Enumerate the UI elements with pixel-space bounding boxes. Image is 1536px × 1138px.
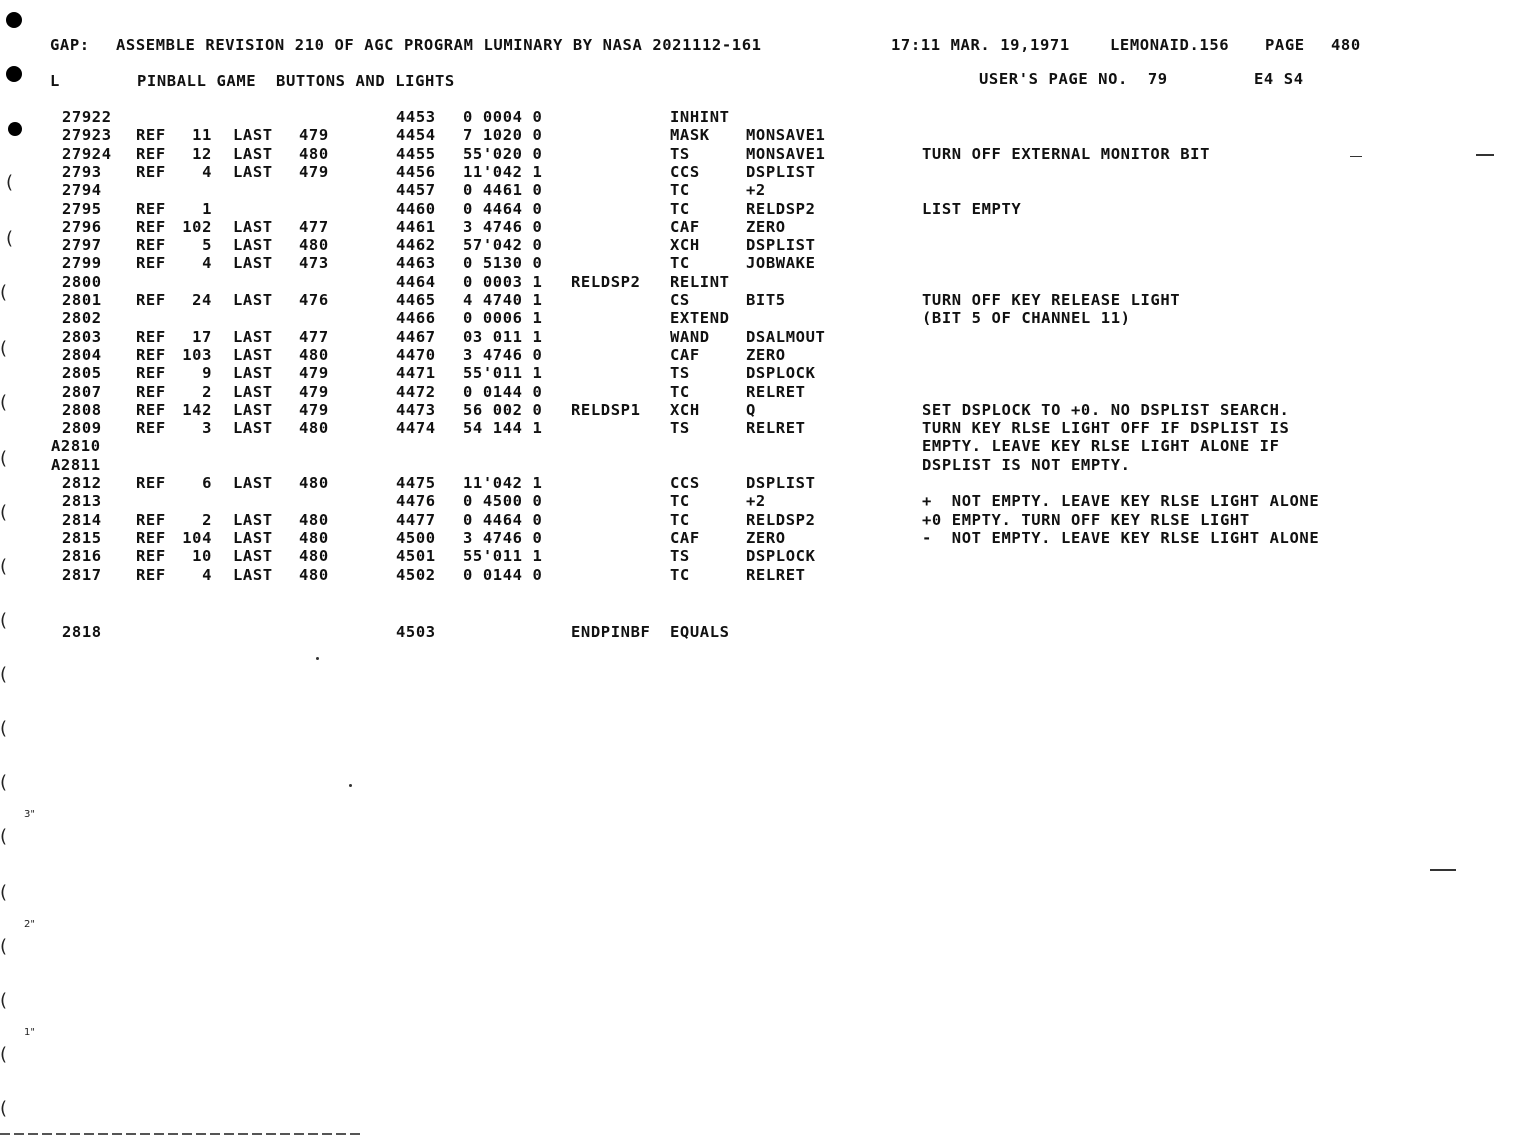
line-last: LAST <box>233 510 273 529</box>
line-addr: 4460 <box>396 199 436 218</box>
line-ref: REF <box>136 345 166 364</box>
line-last: LAST <box>233 528 273 547</box>
line-octal: 0 4500 0 <box>463 492 543 511</box>
hole-icon: ( <box>0 1044 8 1065</box>
line-addr: 4503 <box>396 623 436 641</box>
listing-row <box>0 456 1536 474</box>
line-addr: 4463 <box>396 254 436 273</box>
line-octal: 0 0004 0 <box>463 108 543 126</box>
line-ref: REF <box>136 217 166 236</box>
line-op: CS <box>670 291 690 309</box>
section-code: E4 S4 <box>1254 70 1304 88</box>
line-ref: REF <box>136 400 166 419</box>
line-op: TC <box>670 199 690 218</box>
listing-row <box>0 419 1536 437</box>
listing-row <box>0 511 1536 529</box>
line-op: WAND <box>670 327 710 346</box>
line-seq: 2803 <box>62 327 102 346</box>
line-addr: 4462 <box>396 236 436 255</box>
line-last: LAST <box>233 400 273 419</box>
line-last: LAST <box>233 382 273 401</box>
line-ref: REF <box>136 327 166 346</box>
line-comment: + NOT EMPTY. LEAVE KEY RLSE LIGHT ALONE <box>922 492 1320 511</box>
line-last: LAST <box>233 419 273 438</box>
line-op: RELINT <box>670 272 730 291</box>
line-last-number: 479 <box>299 400 329 419</box>
scan-speck <box>1476 154 1494 156</box>
listing-row <box>0 145 1536 163</box>
line-operand: DSPLIST <box>746 162 816 181</box>
line-seq: 2818 <box>62 623 102 641</box>
listing-row <box>0 492 1536 510</box>
line-octal: 55'020 0 <box>463 144 543 163</box>
listing-row <box>0 401 1536 419</box>
hole-icon: ( <box>0 610 8 631</box>
line-last: LAST <box>233 565 273 584</box>
line-last: LAST <box>233 126 273 145</box>
line-op: EXTEND <box>670 309 730 328</box>
line-operand: MONSAVE1 <box>746 144 826 163</box>
hole-icon: ( <box>0 718 8 739</box>
timestamp: 17:11 MAR. 19,1971 <box>891 36 1070 54</box>
line-label: ENDPINBF <box>571 623 651 641</box>
line-comment: TURN KEY RLSE LIGHT OFF IF DSPLIST IS <box>922 419 1290 438</box>
listing-row <box>0 108 1536 126</box>
inch-mark: 1" <box>24 1027 35 1038</box>
listing-row <box>0 437 1536 455</box>
line-seq: 27922 <box>62 108 112 126</box>
listing-row <box>0 254 1536 272</box>
hole-icon <box>6 12 22 28</box>
line-operand: RELRET <box>746 382 806 401</box>
line-op: XCH <box>670 236 700 255</box>
line-seq: 2801 <box>62 291 102 309</box>
page-number: 480 <box>1331 36 1361 54</box>
line-operand: DSPLOCK <box>746 547 816 566</box>
line-seq: 2794 <box>62 181 102 200</box>
line-operand: JOBWAKE <box>746 254 816 273</box>
line-last-number: 480 <box>299 510 329 529</box>
line-addr: 4453 <box>396 108 436 126</box>
line-seq: A2810 <box>51 437 101 456</box>
line-addr: 4500 <box>396 528 436 547</box>
hole-icon: ( <box>0 664 8 685</box>
line-ref: REF <box>136 510 166 529</box>
line-comment: - NOT EMPTY. LEAVE KEY RLSE LIGHT ALONE <box>922 528 1320 547</box>
line-last-number: 477 <box>299 217 329 236</box>
listing-row <box>0 309 1536 327</box>
page-label: PAGE <box>1265 36 1305 54</box>
inch-mark: 3" <box>24 809 35 820</box>
line-ref-number: 6 <box>202 474 212 492</box>
line-octal: 7 1020 0 <box>463 126 543 145</box>
hole-icon: ( <box>0 338 8 359</box>
line-op: CCS <box>670 162 700 181</box>
line-seq: 2805 <box>62 364 102 383</box>
line-op: EQUALS <box>670 623 730 641</box>
line-octal: 54 144 1 <box>463 419 543 438</box>
line-seq: 2813 <box>62 492 102 511</box>
line-ref: REF <box>136 364 166 383</box>
line-comment: TURN OFF EXTERNAL MONITOR BIT <box>922 144 1211 163</box>
scan-speck <box>316 657 319 660</box>
line-operand: DSPLIST <box>746 236 816 255</box>
line-comment: TURN OFF KEY RELEASE LIGHT <box>922 291 1181 309</box>
line-addr: 4465 <box>396 291 436 309</box>
line-octal: 0 0144 0 <box>463 382 543 401</box>
inch-mark: 2" <box>24 919 35 930</box>
line-ref-number: 103 <box>182 345 212 364</box>
line-comment: +0 EMPTY. TURN OFF KEY RLSE LIGHT <box>922 510 1250 529</box>
line-op: CAF <box>670 528 700 547</box>
line-operand: ZERO <box>746 217 786 236</box>
line-seq: 2812 <box>62 474 102 492</box>
line-addr: 4477 <box>396 510 436 529</box>
hole-icon: ( <box>0 936 8 957</box>
line-op: TC <box>670 254 690 273</box>
listing-row <box>0 547 1536 565</box>
line-seq: 2808 <box>62 400 102 419</box>
line-addr: 4474 <box>396 419 436 438</box>
listing-row <box>0 273 1536 291</box>
line-last-number: 479 <box>299 382 329 401</box>
line-addr: 4461 <box>396 217 436 236</box>
line-op: TS <box>670 144 690 163</box>
listing-row <box>0 364 1536 382</box>
line-seq: 2816 <box>62 547 102 566</box>
line-addr: 4476 <box>396 492 436 511</box>
line-last: LAST <box>233 144 273 163</box>
line-ref-number: 11 <box>192 126 212 145</box>
line-ref: REF <box>136 199 166 218</box>
line-seq: 2804 <box>62 345 102 364</box>
line-ref: REF <box>136 291 166 309</box>
line-comment: EMPTY. LEAVE KEY RLSE LIGHT ALONE IF <box>922 437 1280 456</box>
line-operand: BIT5 <box>746 291 786 309</box>
listing-row <box>0 236 1536 254</box>
line-octal: 3 4746 0 <box>463 217 543 236</box>
line-ref: REF <box>136 144 166 163</box>
log-marker: L <box>50 72 60 90</box>
line-last-number: 477 <box>299 327 329 346</box>
line-addr: 4467 <box>396 327 436 346</box>
line-operand: RELDSP2 <box>746 510 816 529</box>
line-ref-number: 142 <box>182 400 212 419</box>
listing-row <box>0 383 1536 401</box>
line-operand: RELRET <box>746 565 806 584</box>
line-octal: 03 011 1 <box>463 327 543 346</box>
line-addr: 4457 <box>396 181 436 200</box>
line-operand: ZERO <box>746 528 786 547</box>
line-last-number: 480 <box>299 565 329 584</box>
line-ref-number: 12 <box>192 144 212 163</box>
line-operand: DSALMOUT <box>746 327 826 346</box>
line-ref-number: 10 <box>192 547 212 566</box>
line-operand: RELRET <box>746 419 806 438</box>
listing-row <box>0 126 1536 144</box>
line-ref-number: 24 <box>192 291 212 309</box>
hole-icon <box>6 66 22 82</box>
line-last: LAST <box>233 474 273 492</box>
hole-icon: ( <box>0 772 8 793</box>
line-op: TS <box>670 419 690 438</box>
program-title: ASSEMBLE REVISION 210 OF AGC PROGRAM LUMINARY BY NASA 2021112-161 <box>116 36 762 54</box>
line-ref-number: 1 <box>202 199 212 218</box>
line-addr: 4456 <box>396 162 436 181</box>
line-addr: 4471 <box>396 364 436 383</box>
hole-icon: ( <box>0 826 8 847</box>
line-octal: 0 0003 1 <box>463 272 543 291</box>
line-octal: 4 4740 1 <box>463 291 543 309</box>
line-addr: 4464 <box>396 272 436 291</box>
line-seq: 2814 <box>62 510 102 529</box>
line-comment: SET DSPLOCK TO +0. NO DSPLIST SEARCH. <box>922 400 1290 419</box>
line-octal: 55'011 1 <box>463 364 543 383</box>
line-addr: 4501 <box>396 547 436 566</box>
scan-speck <box>349 784 352 787</box>
line-octal: 3 4746 0 <box>463 345 543 364</box>
listing-row <box>0 474 1536 492</box>
listing-row <box>0 291 1536 309</box>
line-seq: 27924 <box>62 144 112 163</box>
line-ref-number: 4 <box>202 565 212 584</box>
line-octal: 0 0144 0 <box>463 565 543 584</box>
line-op: CAF <box>670 217 700 236</box>
line-last: LAST <box>233 345 273 364</box>
line-addr: 4466 <box>396 309 436 328</box>
line-last-number: 480 <box>299 528 329 547</box>
line-ref: REF <box>136 236 166 255</box>
gap-label: GAP: <box>50 36 90 54</box>
line-ref-number: 2 <box>202 510 212 529</box>
hole-icon: ( <box>0 502 8 523</box>
line-last-number: 479 <box>299 126 329 145</box>
line-seq: 2809 <box>62 419 102 438</box>
line-operand: DSPLIST <box>746 474 816 492</box>
line-last: LAST <box>233 547 273 566</box>
line-last: LAST <box>233 162 273 181</box>
line-last: LAST <box>233 364 273 383</box>
line-seq: A2811 <box>51 455 101 474</box>
line-last-number: 480 <box>299 547 329 566</box>
line-op: TC <box>670 492 690 511</box>
line-ref: REF <box>136 528 166 547</box>
line-octal: 56 002 0 <box>463 400 543 419</box>
scan-speck <box>1350 156 1362 157</box>
line-seq: 2815 <box>62 528 102 547</box>
line-last-number: 479 <box>299 364 329 383</box>
line-last-number: 479 <box>299 162 329 181</box>
line-octal: 55'011 1 <box>463 547 543 566</box>
line-ref-number: 102 <box>182 217 212 236</box>
line-op: TS <box>670 547 690 566</box>
line-label: RELDSP2 <box>571 272 641 291</box>
line-last: LAST <box>233 236 273 255</box>
line-ref: REF <box>136 419 166 438</box>
listing-row <box>0 218 1536 236</box>
line-operand: MONSAVE1 <box>746 126 826 145</box>
hole-icon: ( <box>0 990 8 1011</box>
line-octal: 0 5130 0 <box>463 254 543 273</box>
line-ref-number: 104 <box>182 528 212 547</box>
line-seq: 2796 <box>62 217 102 236</box>
line-last: LAST <box>233 217 273 236</box>
lemonaid-version: LEMONAID.156 <box>1110 36 1230 54</box>
line-label: RELDSP1 <box>571 400 641 419</box>
perforation-edge <box>0 1133 360 1135</box>
line-octal: 0 0006 1 <box>463 309 543 328</box>
line-addr: 4475 <box>396 474 436 492</box>
listing-end-row <box>0 623 1536 641</box>
line-comment: DSPLIST IS NOT EMPTY. <box>922 455 1131 474</box>
line-operand: +2 <box>746 181 766 200</box>
line-last: LAST <box>233 254 273 273</box>
hole-icon: ( <box>6 228 14 249</box>
line-comment: LIST EMPTY <box>922 199 1022 218</box>
listing-row <box>0 346 1536 364</box>
line-ref: REF <box>136 126 166 145</box>
line-seq: 2802 <box>62 309 102 328</box>
scan-speck <box>1430 869 1456 871</box>
line-op: TC <box>670 565 690 584</box>
line-seq: 2817 <box>62 565 102 584</box>
line-ref: REF <box>136 382 166 401</box>
line-seq: 2807 <box>62 382 102 401</box>
line-op: XCH <box>670 400 700 419</box>
listing-row <box>0 163 1536 181</box>
line-last-number: 480 <box>299 144 329 163</box>
hole-icon: ( <box>0 282 8 303</box>
line-ref: REF <box>136 565 166 584</box>
line-ref: REF <box>136 474 166 492</box>
hole-icon: ( <box>6 172 14 193</box>
line-last: LAST <box>233 327 273 346</box>
line-octal: 0 4464 0 <box>463 199 543 218</box>
line-op: TC <box>670 181 690 200</box>
line-seq: 2799 <box>62 254 102 273</box>
listing-row <box>0 566 1536 584</box>
listing-row <box>0 181 1536 199</box>
line-last: LAST <box>233 291 273 309</box>
line-addr: 4455 <box>396 144 436 163</box>
line-ref-number: 3 <box>202 419 212 438</box>
hole-icon: ( <box>0 882 8 903</box>
line-op: CAF <box>670 345 700 364</box>
line-last-number: 476 <box>299 291 329 309</box>
line-ref: REF <box>136 254 166 273</box>
line-operand: Q <box>746 400 756 419</box>
line-ref-number: 4 <box>202 162 212 181</box>
line-addr: 4473 <box>396 400 436 419</box>
listing-row <box>0 200 1536 218</box>
line-op: TC <box>670 510 690 529</box>
line-ref: REF <box>136 162 166 181</box>
line-ref: REF <box>136 547 166 566</box>
line-addr: 4472 <box>396 382 436 401</box>
line-operand: +2 <box>746 492 766 511</box>
line-op: CCS <box>670 474 700 492</box>
line-op: MASK <box>670 126 710 145</box>
line-last-number: 480 <box>299 419 329 438</box>
line-operand: ZERO <box>746 345 786 364</box>
line-seq: 2797 <box>62 236 102 255</box>
hole-icon: ( <box>0 448 8 469</box>
line-ref-number: 17 <box>192 327 212 346</box>
listing-row <box>0 529 1536 547</box>
line-octal: 0 4464 0 <box>463 510 543 529</box>
line-octal: 0 4461 0 <box>463 181 543 200</box>
listing-row <box>0 328 1536 346</box>
hole-icon: ( <box>0 1098 8 1119</box>
line-op: TC <box>670 382 690 401</box>
line-ref-number: 5 <box>202 236 212 255</box>
line-addr: 4502 <box>396 565 436 584</box>
line-op: TS <box>670 364 690 383</box>
line-comment: (BIT 5 OF CHANNEL 11) <box>922 309 1131 328</box>
line-addr: 4454 <box>396 126 436 145</box>
hole-icon: ( <box>0 392 8 413</box>
line-ref-number: 4 <box>202 254 212 273</box>
line-op: INHINT <box>670 108 730 126</box>
line-last-number: 473 <box>299 254 329 273</box>
users-page-number: USER'S PAGE NO. 79 <box>979 70 1168 88</box>
line-operand: DSPLOCK <box>746 364 816 383</box>
line-last-number: 480 <box>299 474 329 492</box>
line-octal: 3 4746 0 <box>463 528 543 547</box>
line-seq: 27923 <box>62 126 112 145</box>
line-octal: 11'042 1 <box>463 474 543 492</box>
line-ref-number: 2 <box>202 382 212 401</box>
line-seq: 2800 <box>62 272 102 291</box>
line-ref-number: 9 <box>202 364 212 383</box>
line-seq: 2795 <box>62 199 102 218</box>
hole-icon: ( <box>0 556 8 577</box>
line-last-number: 480 <box>299 236 329 255</box>
line-seq: 2793 <box>62 162 102 181</box>
section-title: PINBALL GAME BUTTONS AND LIGHTS <box>137 72 455 90</box>
line-octal: 57'042 0 <box>463 236 543 255</box>
line-last-number: 480 <box>299 345 329 364</box>
line-octal: 11'042 1 <box>463 162 543 181</box>
line-operand: RELDSP2 <box>746 199 816 218</box>
line-addr: 4470 <box>396 345 436 364</box>
